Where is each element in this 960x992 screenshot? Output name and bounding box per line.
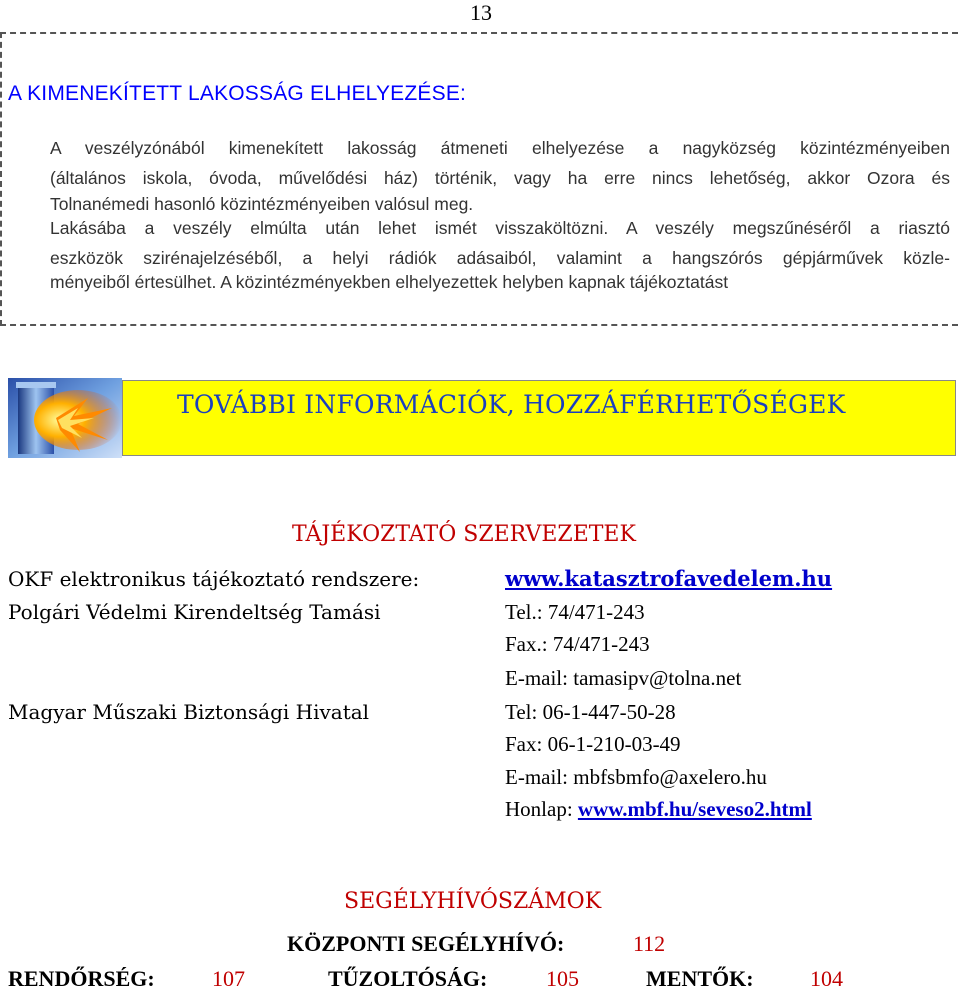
pv-fax: Fax.: 74/471-243	[505, 632, 650, 656]
evacuation-line-3: Tolnanémedi hasonló közintézményeiben valósul meg.	[50, 194, 474, 214]
evacuation-line-1: A veszélyzónából kimenekített lakosság átmeneti elhelyezése a nagyközség közintézményeiben	[50, 138, 950, 158]
evacuation-line-5: eszközök szirénajelzéséből, a helyi rádiók adásaiból, valamint a hangszórós gépjárművek közle-	[50, 248, 950, 268]
mbh-name: Magyar Műszaki Biztonsági Hivatal	[8, 700, 370, 724]
ambulance-label: MENTŐK:	[646, 966, 754, 991]
page-number: 13	[470, 0, 492, 25]
info-orgs-heading: TÁJÉKOZTATÓ SZERVEZETEK	[292, 522, 636, 547]
pv-name: Polgári Védelmi Kirendeltség Tamási	[8, 600, 381, 624]
mbh-email: E-mail: mbfsbmfo@axelero.hu	[505, 765, 767, 789]
police-number: 107	[212, 966, 245, 991]
evacuation-line-4: Lakásába a veszély elmúlta után lehet ismét visszaköltözni. A veszély megszűnéséről a riasztó	[50, 218, 950, 238]
mbh-website-link[interactable]: www.mbf.hu/seveso2.html	[577, 797, 812, 821]
fire-number: 105	[546, 966, 579, 991]
banner-title: TOVÁBBI INFORMÁCIÓK, HOZZÁFÉRHETŐSÉGEK	[177, 390, 846, 419]
okf-link[interactable]: www.katasztrofavedelem.hu	[505, 566, 833, 591]
central-emergency-label: KÖZPONTI SEGÉLYHÍVÓ:	[287, 931, 565, 956]
evacuation-line-2: (általános iskola, óvoda, művelődési ház) történik, vagy ha erre nincs lehetőség, akkor Ozora és	[50, 168, 950, 188]
fire-label: TŰZOLTÓSÁG:	[328, 966, 488, 991]
mbh-tel: Tel: 06-1-447-50-28	[505, 700, 676, 724]
mbh-website	[505, 797, 812, 822]
fire-explosion-icon	[8, 378, 122, 458]
mbh-fax: Fax: 06-1-210-03-49	[505, 732, 681, 756]
okf-label: OKF elektronikus tájékoztató rendszere:	[8, 567, 420, 591]
ambulance-number: 104	[810, 966, 843, 991]
pv-tel: Tel.: 74/471-243	[505, 600, 645, 624]
mbh-website-label: Honlap:	[505, 797, 578, 821]
police-label: RENDŐRSÉG:	[8, 966, 155, 991]
pv-email: E-mail: tamasipv@tolna.net	[505, 666, 742, 690]
emergency-heading: SEGÉLYHÍVÓSZÁMOK	[344, 889, 602, 914]
evacuation-line-6: ményeiből értesülhet. A közintézményekben elhelyezettek helyben kapnak tájékoztatást	[50, 272, 729, 292]
evacuation-title: A KIMENEKÍTETT LAKOSSÁG ELHELYEZÉSE:	[8, 82, 467, 105]
central-emergency-number: 112	[633, 931, 666, 956]
